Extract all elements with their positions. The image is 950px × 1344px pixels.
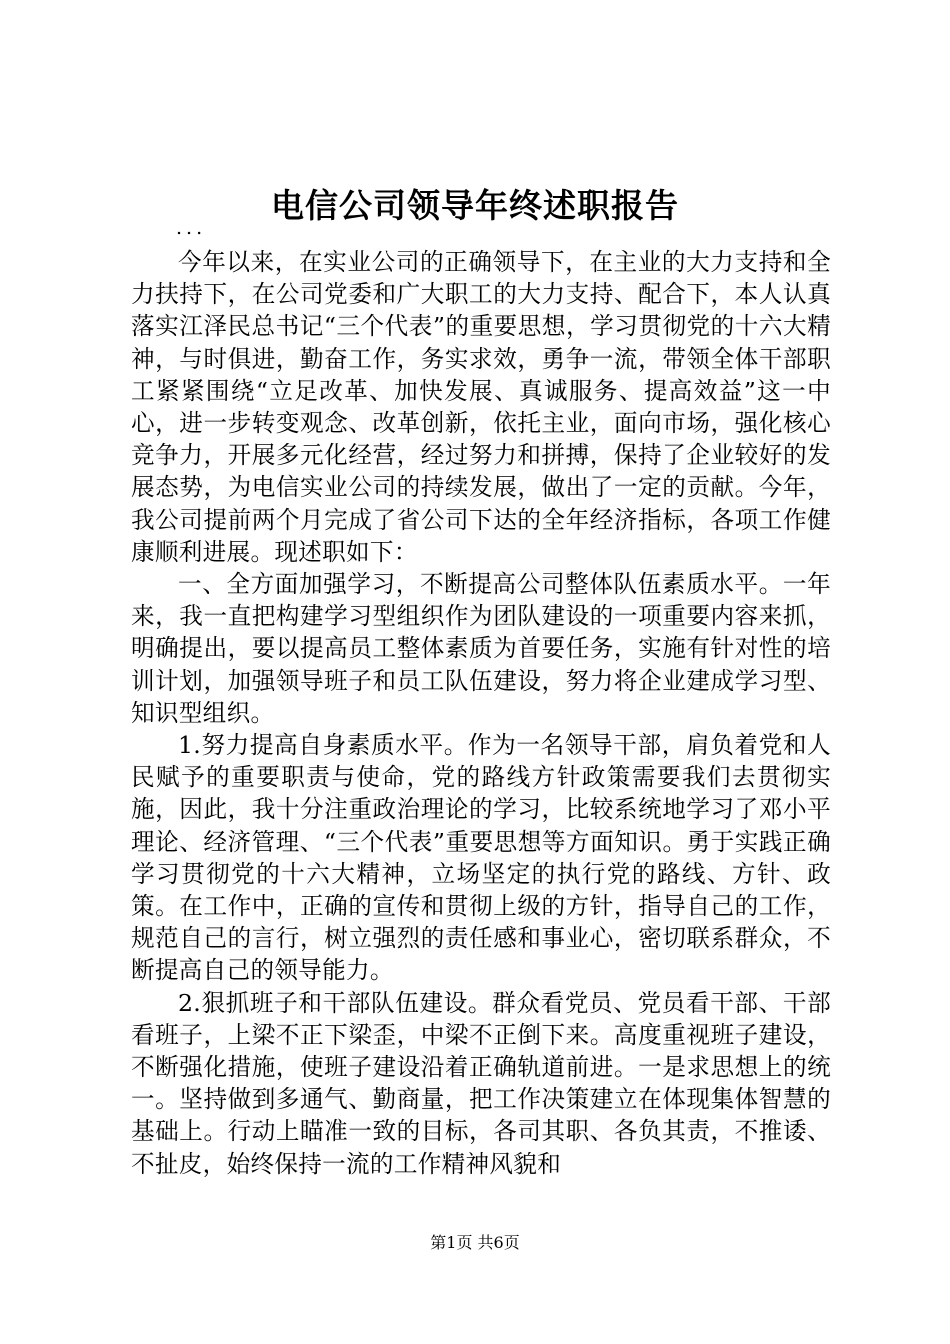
document-title: 电信公司领导年终述职报告 <box>271 186 679 225</box>
page-footer: 第1页 共6页 <box>430 1233 520 1252</box>
document-body <box>131 246 831 1180</box>
ellipsis-marker: ... <box>176 217 207 239</box>
paragraph-intro: 今年以来，在实业公司的正确领导下，在主业的大力支持和全力扶持下，在公司党委和广大职工的大力支持、配合下，本人认真落实江泽民总书记“三个代表”的重要思想，学习贯彻党的十六大精神，与时俱进，勤奋工作，务实求效，勇争一流，带领全体干部职工紧紧围绕“立足改革、加快发展、真诚服务、提高效益”这一中心，进一步转变观念、改革创新，依托主业，面向市场，强化核心竞争力，开展多元化经营，经过努力和拼搏，保持了企业较好的发展态势，为电信实业公司的持续发展，做出了一定的贡献。今年，我公司提前两个月完成了省公司下达的全年经济指标，各项工作健康顺利进展。现述职如下： <box>131 248 831 566</box>
paragraph-item-2: 2.狠抓班子和干部队伍建设。群众看党员、党员看干部、干部看班子，上梁不正下梁歪，中梁不正倒下来。高度重视班子建设，不断强化措施，使班子建设沿着正确轨道前进。一是求思想上的统一。坚持做到多通气、勤商量，把工作决策建立在体现集体智慧的基础上。行动上瞄准一致的目标，各司其职、各负其责，不推诿、不扯皮，始终保持一流的工作精神风貌和 <box>131 988 831 1178</box>
paragraph-section-1: 一、全方面加强学习，不断提高公司整体队伍素质水平。一年来，我一直把构建学习型组织作为团队建设的一项重要内容来抓，明确提出，要以提高员工整体素质为首要任务，实施有针对性的培训计划，加强领导班子和员工队伍建设，努力将企业建成学习型、知识型组织。 <box>131 570 831 727</box>
paragraph-item-1: 1.努力提高自身素质水平。作为一名领导干部，肩负着党和人民赋予的重要职责与使命，党的路线方针政策需要我们去贯彻实施，因此，我十分注重政治理论的学习，比较系统地学习了邓小平理论、经济管理、“三个代表”重要思想等方面知识。勇于实践正确学习贯彻党的十六大精神，立场坚定的执行党的路线、方针、政策。在工作中，正确的宣传和贯彻上级的方针，指导自己的工作，规范自己的言行，树立强烈的责任感和事业心，密切联系群众，不断提高自己的领导能力。 <box>131 731 831 985</box>
